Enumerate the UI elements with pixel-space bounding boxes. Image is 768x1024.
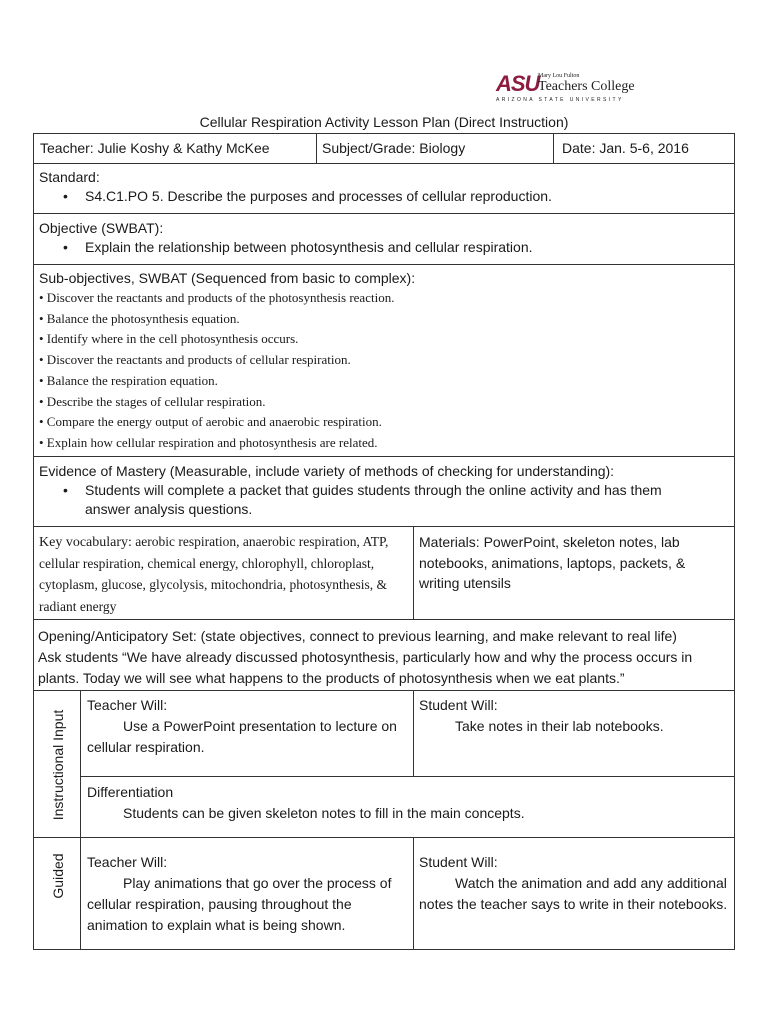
subobjective-item: • Compare the energy output of aerobic and anaerobic respiration. xyxy=(39,414,382,430)
guided-teacher-text: Play animations that go over the process of cellular respiration, pausing throughout the animation to explain what is being shown. xyxy=(87,875,392,933)
subject-cell xyxy=(316,133,554,164)
subobjective-item: • Identify where in the cell photosynthesis occurs. xyxy=(39,331,299,347)
materials-text: Materials: PowerPoint, skeleton notes, lab notebooks, animations, laptops, packets, & writing utensils xyxy=(419,534,686,591)
subobjective-item: • Balance the respiration equation. xyxy=(39,372,218,388)
date-value: Date: Jan. 5-6, 2016 xyxy=(562,140,689,156)
guided-side-cell xyxy=(33,837,81,950)
instructional-side-label: Instructional Input xyxy=(50,709,66,821)
objective-item: • Explain the relationship between photosynthesis and cellular respiration. xyxy=(39,238,729,257)
evidence-label: Evidence of Mastery (Measurable, include variety of methods of checking for understanding): xyxy=(39,463,615,479)
opening-section xyxy=(33,619,735,691)
differentiation-label: Differentiation xyxy=(87,784,174,800)
evidence-section xyxy=(33,456,735,527)
guided-teacher-cell xyxy=(80,837,414,950)
subobjectives-list xyxy=(39,288,729,454)
subobjectives-section xyxy=(33,264,735,457)
logo-line-2: Teachers College xyxy=(538,79,635,94)
subobjectives-label: Sub-objectives, SWBAT (Sequenced from basic to complex): xyxy=(39,270,416,286)
guided-teacher-label: Teacher Will: xyxy=(87,854,168,870)
differentiation-cell xyxy=(80,776,735,838)
teacher-cell xyxy=(33,133,317,164)
date-cell xyxy=(553,133,735,164)
opening-text: Ask students “We have already discussed photosynthesis, particularly how and why the process occurs in plants. Today we will see what happens to the products of photosynthesis when we eat plants.” xyxy=(38,649,693,686)
evidence-item: • Students will complete a packet that guides students through the online activity and has them answer analysis questions. xyxy=(39,481,729,519)
standard-label: Standard: xyxy=(39,169,100,185)
guided-student-cell xyxy=(413,837,735,950)
subject-value: Subject/Grade: Biology xyxy=(322,140,466,156)
opening-label: Opening/Anticipatory Set: (state objectives, connect to previous learning, and make relevant to real life) xyxy=(38,628,677,644)
differentiation-text: Students can be given skeleton notes to fill in the main concepts. xyxy=(123,805,525,821)
instructional-student-label: Student Will: xyxy=(419,697,498,713)
guided-student-text: Watch the animation and add any additional notes the teacher says to write in their notebooks. xyxy=(419,875,728,912)
instructional-student-cell xyxy=(413,690,735,777)
teacher-value: Teacher: Julie Koshy & Kathy McKee xyxy=(40,140,270,156)
subobjective-item: • Describe the stages of cellular respiration. xyxy=(39,393,266,409)
vocabulary-cell xyxy=(33,526,414,620)
subobjective-item: • Explain how cellular respiration and photosynthesis are related. xyxy=(39,434,378,450)
guided-side-label: Guided xyxy=(50,853,66,899)
objective-section xyxy=(33,213,735,265)
vocabulary-text: aerobic respiration, anaerobic respiration, ATP, cellular respiration, chemical energy, chlorophyll, chloroplast, cytoplasm, glucose, glycolysis, mitochondria, photosynthesis, & radiant energy xyxy=(39,534,389,614)
instructional-side-cell xyxy=(33,690,81,838)
asu-teachers-college-logo xyxy=(496,71,636,105)
standard-item: • S4.C1.PO 5. Describe the purposes and processes of cellular reproduction. xyxy=(39,187,729,206)
instructional-teacher-text: Use a PowerPoint presentation to lecture on cellular respiration. xyxy=(87,718,397,755)
objective-label: Objective (SWBAT): xyxy=(39,220,164,236)
vocabulary-label: Key vocabulary: xyxy=(39,535,132,550)
asu-wordmark: ASU xyxy=(496,71,540,96)
instructional-teacher-cell xyxy=(80,690,414,777)
logo-line-3: ARIZONA STATE UNIVERSITY xyxy=(496,97,624,103)
subobjective-item: • Discover the reactants and products of cellular respiration. xyxy=(39,352,351,368)
materials-cell xyxy=(413,526,735,620)
subobjective-item: • Discover the reactants and products of the photosynthesis reaction. xyxy=(39,290,395,305)
document-title: Cellular Respiration Activity Lesson Plan (Direct Instruction) xyxy=(199,114,569,130)
instructional-student-text: Take notes in their lab notebooks. xyxy=(455,718,664,734)
instructional-teacher-label: Teacher Will: xyxy=(87,697,168,713)
guided-student-label: Student Will: xyxy=(419,854,498,870)
subobjective-item: • Balance the photosynthesis equation. xyxy=(39,310,240,326)
standard-section xyxy=(33,163,735,214)
logo-line-1: Mary Lou Fulton xyxy=(538,73,580,79)
